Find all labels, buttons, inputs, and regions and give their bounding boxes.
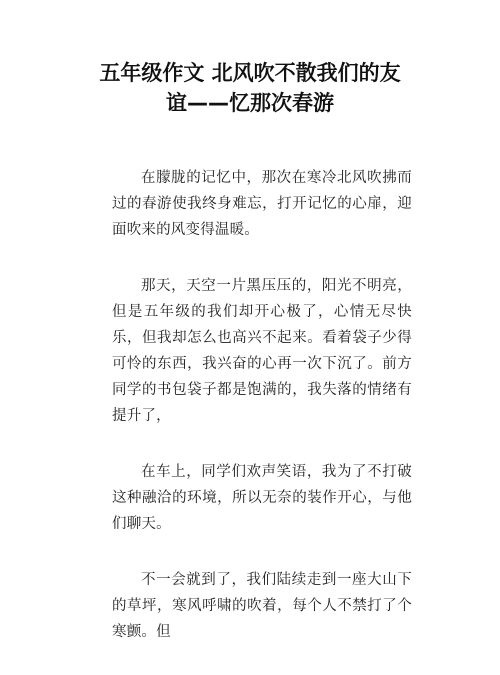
document-title xyxy=(0,58,500,118)
paragraph: 不一会就到了，我们陆续走到一座大山下的草坪，寒风呼啸的吹着，每个人不禁打了个寒颤。但 xyxy=(112,572,412,640)
paragraph: 那天，天空一片黑压压的，阳光不明亮，但是五年级的我们却开心极了，心情无尽快乐，但我却怎么也高兴不起来。看着袋子少得可怜的东西，我兴奋的心再一次下沉了。前方同学的书包袋子都是饱满的，我失落的情绪有提升了， xyxy=(112,278,412,424)
document-body xyxy=(112,165,412,675)
paragraph: 在车上，同学们欢声笑语，我为了不打破这种融洽的环境，所以无奈的装作开心，与他们聊天。 xyxy=(112,464,412,532)
title-line-2: 谊——忆那次春游 xyxy=(166,91,334,115)
title-line-1: 五年级作文 北风吹不散我们的友 xyxy=(99,61,401,85)
paragraph: 在朦胧的记忆中，那次在寒冷北风吹拂而过的春游使我终身难忘，打开记忆的心扉，迎面吹来的风变得温暖。 xyxy=(112,170,412,238)
